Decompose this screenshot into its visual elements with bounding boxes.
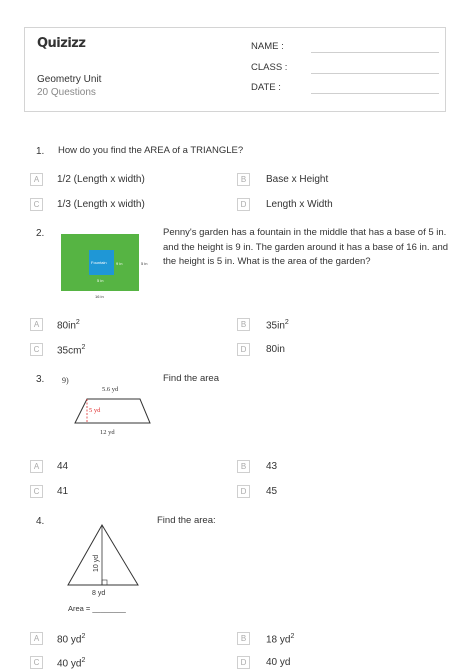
option-letter[interactable]: C xyxy=(30,198,43,211)
garden-width-label: 16 in xyxy=(95,294,104,299)
option-text: Length x Width xyxy=(266,199,333,210)
fountain-height-label: 9 in xyxy=(116,261,123,266)
garden-figure xyxy=(61,234,139,291)
option-text: 80in xyxy=(266,344,285,355)
class-label: CLASS : xyxy=(251,62,288,73)
date-field[interactable] xyxy=(311,93,439,94)
option-text: $80in^2$ xyxy=(57,319,80,332)
worksheet-header xyxy=(24,27,446,112)
question-text: Find the area: xyxy=(157,515,216,526)
right-angle-mark xyxy=(102,580,107,585)
area-blank: Area = ________ xyxy=(68,604,126,613)
trapezoid-figure xyxy=(60,373,160,439)
option-text: 43 xyxy=(266,461,278,472)
option-text: 40 yd xyxy=(266,657,291,668)
option-letter[interactable]: D xyxy=(237,343,250,356)
option-letter[interactable]: B xyxy=(237,632,250,645)
name-field[interactable] xyxy=(311,52,439,53)
option-letter[interactable]: C xyxy=(30,656,43,669)
fountain-shape xyxy=(89,250,114,275)
option-letter[interactable]: D xyxy=(237,198,250,211)
triangle-figure xyxy=(62,520,152,616)
option-text: $35cm^2$ xyxy=(57,344,86,357)
base-label: 8 yd xyxy=(92,590,106,597)
option-text: 41 xyxy=(57,486,69,497)
height-label: 5 yd xyxy=(89,407,101,414)
option-text: 80 $yd^2$ xyxy=(57,633,86,646)
option-letter[interactable]: A xyxy=(30,460,43,473)
question-text: Find the area xyxy=(163,373,219,384)
unit-title: Geometry Unit xyxy=(37,74,102,85)
bottom-base-label: 12 yd xyxy=(100,429,115,436)
option-text: 44 xyxy=(57,461,69,472)
fountain-width-label: 5 in xyxy=(97,278,104,283)
option-letter[interactable]: D xyxy=(237,485,250,498)
question-text: How do you find the AREA of a TRIANGLE? xyxy=(58,145,244,156)
question-number: 3. xyxy=(36,374,45,385)
question-count: 20 Questions xyxy=(37,87,96,98)
option-letter[interactable]: A xyxy=(30,173,43,186)
figure-label: 9) xyxy=(62,376,69,385)
class-field[interactable] xyxy=(311,73,439,74)
trapezoid-shape xyxy=(75,399,150,423)
option-text: Base x Height xyxy=(266,174,329,185)
quizizz-logo: Quizizz xyxy=(37,36,86,51)
question-number: 2. xyxy=(36,228,45,239)
option-text: $35in^2$ xyxy=(266,319,289,332)
date-label: DATE : xyxy=(251,82,281,93)
option-letter[interactable]: D xyxy=(237,656,250,669)
option-letter[interactable]: C xyxy=(30,343,43,356)
question-number: 1. xyxy=(36,146,45,157)
garden-height-label: 5 in xyxy=(141,261,148,266)
top-base-label: 5.6 yd xyxy=(102,386,119,393)
option-letter[interactable]: A xyxy=(30,318,43,331)
name-label: NAME : xyxy=(251,41,284,52)
option-letter[interactable]: B xyxy=(237,318,250,331)
option-letter[interactable]: B xyxy=(237,460,250,473)
question-number: 4. xyxy=(36,516,45,527)
option-letter[interactable]: C xyxy=(30,485,43,498)
option-letter[interactable]: A xyxy=(30,632,43,645)
fountain-label: Fountain xyxy=(91,260,107,265)
option-text: 1/2 (Length x width) xyxy=(57,174,145,185)
height-label: 10 yd xyxy=(93,554,100,572)
option-text: 40 $yd^2$ xyxy=(57,657,86,670)
option-letter[interactable]: B xyxy=(237,173,250,186)
option-text: 18 $yd^2$ xyxy=(266,633,295,646)
question-text: Penny's garden has a fountain in the middle that has a base of 5 in. and the height is 9 in. The garden around it has a base of 16 in. and the height is 5 in. What is the area of the garden? xyxy=(163,227,449,267)
option-text: 45 xyxy=(266,486,278,497)
option-text: 1/3 (Length x width) xyxy=(57,199,145,210)
triangle-shape xyxy=(68,525,138,585)
